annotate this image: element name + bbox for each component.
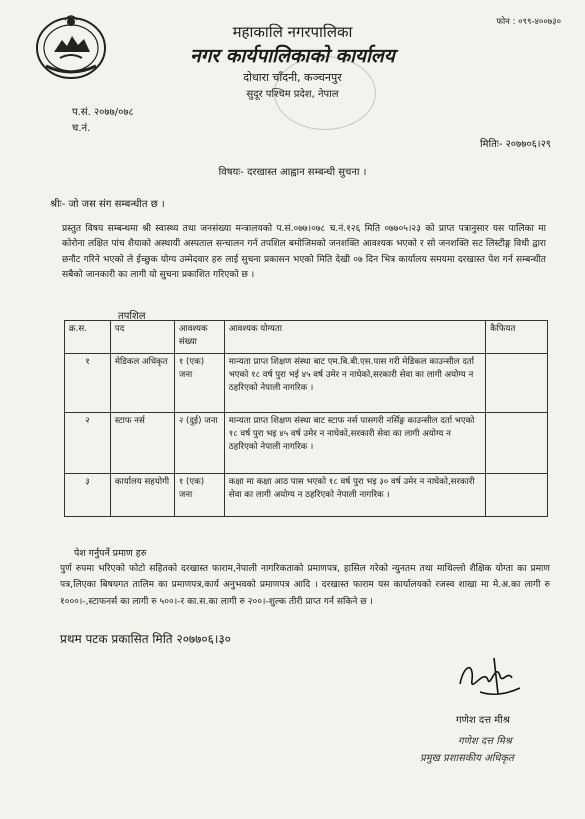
table-row	[65, 474, 548, 517]
qualification-cell: मान्यता प्राप्त शिक्षण संस्था बाट स्टाफ नर्स पासगरी नर्सिङ्ग काउन्सील दर्ता भएको १८ वर्ष पुरा भइ ४५ वर्ष उमेर न नाघेको,सरकारी सेवा का लागी अयोग्य न ठहरिएको नेपाली नागरिक ।	[224, 413, 485, 474]
column-header: पद	[110, 321, 174, 354]
office-province: सुदूर पश्चिम प्रदेश, नेपाल	[246, 89, 339, 100]
column-header: क्र.स.	[65, 321, 111, 354]
remarks-cell	[486, 413, 548, 474]
column-header: आवश्यक संख्या	[174, 321, 224, 354]
vacancy-table	[64, 320, 548, 517]
salutation: श्रीः- जो जस संग सम्बन्धीत छ ।	[50, 199, 165, 210]
table-row	[65, 413, 548, 474]
remarks-cell	[486, 474, 548, 517]
documents-title: पेश गर्नुपर्ने प्रमाण हरु	[74, 548, 147, 559]
notice-body: प्रस्तुत विषय सम्बन्धमा श्री स्वास्थ्य तथा जनसंख्या मन्त्रालयको प.सं.०७७।०७८ च.नं.१२६ मिति ०७७०५।२३ को प्राप्त पत्रानुसार यस पालिका मा कोरोना लक्षित पांच शैयाको अस्थायी अस्पताल सन्चालन गर्न तपशिल बमोजिमको जनशक्ति आवश्यक भएको र सो जनशक्ति सट लिस्टीङ्ग विधी द्वारा छनौट गरिने भएको ले ईच्छुक योग्य उम्मेदवार हरु लाई सुचना प्रकासन भएको मिति देखी ०७ दिन भित्र कार्यालय समयमा दरखास्त पेश गर्न सम्बन्धीत सबैको जानकारी का लागी यो सुचना प्रकाशित गरिएको छ ।	[62, 224, 546, 281]
notice-date: मितिः- २०७७०६।२९	[479, 139, 551, 150]
serial-cell: २	[65, 413, 111, 474]
qualification-cell: मान्यता प्राप्त शिक्षण संस्था बाट एम.बि.बी.एस.पास गरी मेडिकल काउन्सील दर्ता भएको १८ वर्ष पुरा भई ४५ वर्ष उमेर न नाघेको,सरकारी सेवा का लागी अयोग्य न ठहरिएको नेपाली नागरिक ।	[224, 354, 485, 413]
table-title: तपशिल	[118, 311, 146, 322]
post-cell: स्टाफ नर्स	[110, 413, 174, 474]
municipality-name: महाकालि नगरपालिका	[232, 23, 353, 41]
count-cell: १ (एक) जना	[174, 354, 224, 413]
notice-subject: विषयः- दरखास्त आह्वान सम्बन्धी सुचना ।	[218, 167, 367, 178]
table-header-row	[65, 321, 548, 354]
phone-number: फोन : ०९९-४००७३०	[496, 17, 561, 27]
seal-name: गणेश दत्त मिश्र	[458, 736, 512, 747]
remarks-cell	[486, 354, 548, 413]
reference-number: प.सं. २०७७/०७८	[72, 107, 134, 118]
column-header: कैफियत	[486, 321, 548, 354]
office-address: दोधारा चाँदनी, कञ्चनपुर	[243, 71, 342, 84]
signatory-name: गणेश दत्त मीश्र	[456, 715, 510, 726]
serial-cell: ३	[65, 474, 111, 517]
documents-body: पुर्ण रुपमा भरिएको फोटो सहितको दरखास्त फाराम,नेपाली नागरिकताको प्रमाणपत्र, हासिल गरेको न्युनतम तथा माथिल्लो शैक्षिक योग्ता का प्रमाण पत्र,लिएका बिषयगत तालिम का प्रमाणपत्र,कार्य अनुभवको प्रमाणपत्र आदि । दरखास्त फाराम यस कार्यालयको रजस्व शाखा मा मे.अ.का लागी रु १०००।-,स्टाफनर्स का लागी रु ५००।-र का.स.का लागी रु २००।-शुल्क तीरी प्राप्त गर्न सकिने छ ।	[60, 564, 550, 607]
table-row	[65, 354, 548, 413]
office-name: नगर कार्यपालिकाको कार्यालय	[190, 45, 395, 67]
seal-title: प्रमुख प्रशासकीय अधिकृत	[420, 753, 514, 764]
post-cell: मेडिकल अधिकृत	[110, 354, 174, 413]
published-date: प्रथम पटक प्रकासित मिति २०७७०६।३०	[60, 632, 231, 646]
qualification-cell: कक्षा मा कक्षा आठ पास भएको १८ वर्ष पुरा भइ ३० वर्ष उमेर न नाघेको,सरकारी सेवा का लागी अयोग्य न ठहरिएको नेपाली नागरिक ।	[224, 474, 485, 517]
column-header: आवश्यक योग्यता	[224, 321, 485, 354]
serial-cell: १	[65, 354, 111, 413]
count-cell: २ (दुई) जना	[174, 413, 224, 474]
post-cell: कार्यालय सहयोगी	[110, 474, 174, 517]
count-cell: १ (एक) जना	[174, 474, 224, 517]
dispatch-number: च.नं.	[72, 123, 91, 134]
office-stamp-icon	[274, 56, 376, 130]
handwritten-signature-icon	[450, 650, 530, 706]
